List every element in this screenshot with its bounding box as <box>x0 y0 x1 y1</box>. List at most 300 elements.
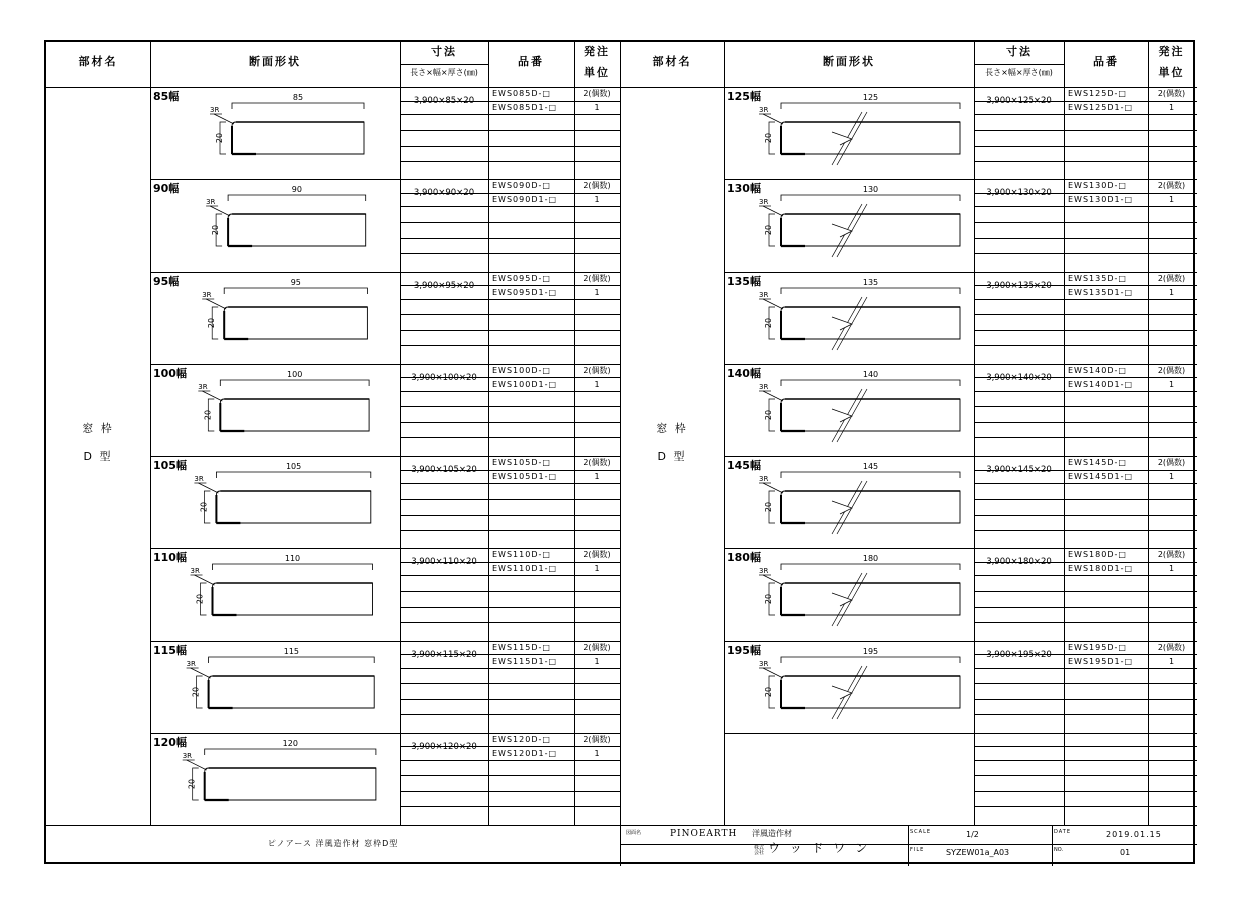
h-line <box>400 562 620 563</box>
h-line <box>400 285 620 286</box>
radius-leader <box>763 575 783 585</box>
v-line <box>574 42 575 825</box>
width-label: 135幅 <box>727 274 761 288</box>
h-line <box>974 193 1197 194</box>
width-label: 85幅 <box>153 90 180 103</box>
order-unit-2: 1 <box>594 564 600 574</box>
thickness-label: 20 <box>764 594 773 605</box>
h-line <box>400 607 620 608</box>
width-label: 120幅 <box>153 735 187 749</box>
radius-label: 3R <box>202 290 212 299</box>
width-label: 105幅 <box>153 459 187 472</box>
h-line <box>724 364 1197 365</box>
order-unit-2: 1 <box>594 656 600 666</box>
part-number-2: EWS180D1-□ <box>1068 564 1134 574</box>
header-part-name-right: 部材名 <box>652 55 692 68</box>
h-line <box>974 515 1197 516</box>
h-line <box>724 179 1197 180</box>
part-number-2: EWS100D1-□ <box>492 379 558 389</box>
part-number-1: EWS095D-□ <box>492 273 551 283</box>
board-outline <box>216 491 370 523</box>
section-drawing <box>724 364 974 456</box>
break-zigzag <box>832 132 852 145</box>
radius-leader <box>202 391 222 401</box>
order-unit-1: 2(偶数) <box>583 181 611 191</box>
dimension-spec: 3,900×140×20 <box>986 372 1052 383</box>
section-drawing <box>150 272 400 364</box>
h-line <box>974 406 1197 407</box>
board-outline <box>781 122 960 154</box>
dimension-line <box>220 380 369 386</box>
section-drawing <box>724 548 974 640</box>
h-line <box>974 530 1197 531</box>
dimension-width-label: 140 <box>862 369 879 379</box>
header-part-number: 品番 <box>518 55 544 68</box>
dimension-spec: 3,900×85×20 <box>413 96 475 106</box>
section-drawing <box>150 87 400 179</box>
section-drawing <box>724 641 974 733</box>
part-number-1: EWS100D-□ <box>492 365 551 375</box>
section-drawing <box>150 548 400 640</box>
h-line <box>400 238 620 239</box>
h-line <box>400 654 620 655</box>
dimension-spec: 3,900×120×20 <box>411 741 477 752</box>
part-number-2: EWS125D1-□ <box>1068 103 1134 112</box>
order-unit-1: 2(偶数) <box>1157 458 1186 467</box>
radius-label: 3R <box>759 475 769 483</box>
header-section-shape: 断面形状 <box>249 55 301 68</box>
v-line <box>974 42 975 825</box>
h-line <box>974 422 1197 423</box>
radius-label: 3R <box>759 290 769 299</box>
h-line <box>400 483 620 484</box>
h-line <box>974 654 1197 655</box>
h-line <box>974 806 1197 807</box>
radius-leader <box>191 668 211 678</box>
thickness-label: 20 <box>199 501 209 513</box>
order-unit-2: 1 <box>1168 195 1175 205</box>
width-label: 180幅 <box>727 551 761 565</box>
dimension-spec: 3,900×100×20 <box>411 372 477 383</box>
dimension-line <box>232 103 364 109</box>
v-line <box>1052 825 1053 866</box>
h-line <box>400 114 620 115</box>
board-outline <box>228 214 366 246</box>
part-number-2: EWS115D1-□ <box>492 656 558 666</box>
header-order-top-right: 発注 <box>1158 45 1185 58</box>
order-unit-1: 2(偶数) <box>583 734 611 744</box>
header-order-top: 発注 <box>584 45 610 58</box>
title-date: 2019.01.15 <box>1106 830 1162 839</box>
h-line <box>400 299 620 300</box>
section-drawing <box>724 179 974 271</box>
h-line <box>400 591 620 592</box>
h-line <box>150 548 620 549</box>
board-outline <box>781 307 960 339</box>
h-line <box>400 437 620 438</box>
part-number-1: EWS120D-□ <box>492 734 551 744</box>
h-line <box>400 622 620 623</box>
h-line <box>400 499 620 500</box>
header-order-bottom-right: 単位 <box>1158 66 1185 79</box>
order-unit-1: 2(偶数) <box>583 550 611 560</box>
group-label-right-2: D 型 <box>657 450 687 463</box>
board-outline <box>224 307 367 339</box>
h-line <box>400 222 620 223</box>
h-line <box>974 575 1197 576</box>
h-line <box>400 515 620 516</box>
part-number-2: EWS105D1-□ <box>492 472 558 481</box>
dimension-width-label: 85 <box>292 93 304 102</box>
h-line <box>974 591 1197 592</box>
section-drawing <box>150 733 400 825</box>
drawing-sheet <box>44 40 1195 864</box>
dimension-line <box>224 288 367 294</box>
thickness-label: 20 <box>195 594 205 605</box>
board-outline <box>209 676 375 708</box>
order-unit-2: 1 <box>1168 379 1175 389</box>
part-number-2: EWS085D1-□ <box>492 103 558 112</box>
thickness-label: 20 <box>187 778 197 789</box>
h-line <box>974 130 1197 131</box>
width-label: 195幅 <box>727 643 761 657</box>
part-number-1: EWS085D-□ <box>492 89 551 98</box>
dimension-spec: 3,900×95×20 <box>413 280 475 291</box>
h-line <box>400 64 488 65</box>
dimension-line <box>205 749 376 755</box>
h-line <box>400 193 620 194</box>
h-line <box>620 844 1197 845</box>
h-line <box>974 622 1197 623</box>
dimension-spec: 3,900×135×20 <box>986 280 1052 291</box>
title-description: ピノアース 洋風造作材 窓枠D型 <box>267 839 399 848</box>
h-line <box>400 470 620 471</box>
order-unit-1: 2(偶数) <box>583 89 611 98</box>
title-scale-label: SCALE <box>910 829 932 835</box>
dimension-line <box>213 564 373 570</box>
width-label: 110幅 <box>153 551 187 565</box>
width-label: 95幅 <box>153 274 180 288</box>
h-line <box>724 548 1197 549</box>
radius-leader <box>214 114 234 124</box>
order-unit-1: 2(偶数) <box>583 642 611 652</box>
radius-label: 3R <box>198 382 208 391</box>
h-line <box>400 377 620 378</box>
part-number-2: EWS135D1-□ <box>1068 287 1134 297</box>
header-part-number-right: 品番 <box>1093 55 1119 68</box>
h-line <box>46 825 1197 826</box>
h-line <box>974 101 1197 102</box>
section-drawing <box>724 87 974 179</box>
part-number-2: EWS140D1-□ <box>1068 379 1134 389</box>
h-line <box>974 699 1197 700</box>
board-outline <box>781 214 960 246</box>
dimension-width-label: 125 <box>862 93 879 102</box>
board-outline <box>781 583 960 615</box>
h-line <box>400 791 620 792</box>
title-brand: PINOEARTH <box>670 829 738 839</box>
dimension-width-label: 110 <box>284 554 301 564</box>
v-line <box>400 42 401 825</box>
order-unit-1: 2(偶数) <box>1157 181 1186 191</box>
board-outline <box>213 583 373 615</box>
h-line <box>724 272 1197 273</box>
dimension-spec: 3,900×130×20 <box>986 188 1052 199</box>
dimension-line <box>781 195 960 201</box>
h-line <box>974 345 1197 346</box>
width-label: 115幅 <box>153 643 187 657</box>
dimension-width-label: 90 <box>291 185 302 195</box>
h-line <box>974 437 1197 438</box>
part-number-2: EWS130D1-□ <box>1068 195 1134 205</box>
h-line <box>150 364 620 365</box>
title-date-label: DATE <box>1054 829 1072 835</box>
radius-label: 3R <box>206 198 216 207</box>
h-line <box>150 733 620 734</box>
part-number-2: EWS120D1-□ <box>492 748 558 758</box>
h-line <box>974 314 1197 315</box>
h-line <box>400 391 620 392</box>
h-line <box>974 161 1197 162</box>
break-zigzag <box>832 409 852 422</box>
header-dimensions-sub-right: 長さ×幅×厚さ(㎜) <box>985 68 1053 77</box>
order-unit-1: 2(偶数) <box>1157 89 1186 98</box>
thickness-label: 20 <box>764 132 773 144</box>
h-line <box>974 377 1197 378</box>
h-line <box>974 562 1197 563</box>
title-company: ウ ッ ド ワ ン <box>768 841 871 855</box>
radius-label: 3R <box>186 659 196 668</box>
dimension-line <box>781 472 960 478</box>
header-order-bottom: 単位 <box>584 66 610 79</box>
section-drawing <box>724 272 974 364</box>
h-line <box>974 391 1197 392</box>
title-scale: 1/2 <box>966 830 979 839</box>
dimension-width-label: 195 <box>862 646 879 656</box>
h-line <box>400 575 620 576</box>
h-line <box>974 607 1197 608</box>
h-line <box>400 146 620 147</box>
h-line <box>150 641 620 642</box>
part-number-2: EWS110D1-□ <box>492 564 558 574</box>
h-line <box>974 330 1197 331</box>
order-unit-2: 1 <box>594 195 600 205</box>
h-line <box>400 161 620 162</box>
dimension-width-label: 105 <box>285 462 302 471</box>
radius-leader <box>198 483 218 493</box>
board-outline <box>781 491 960 523</box>
title-file-label: FILE <box>910 847 925 853</box>
dimension-spec: 3,900×90×20 <box>413 188 475 199</box>
v-line <box>620 42 621 866</box>
thickness-label: 20 <box>764 225 773 236</box>
dimension-line <box>781 657 960 663</box>
h-line <box>400 314 620 315</box>
dimension-width-label: 130 <box>862 185 879 195</box>
order-unit-1: 2(偶数) <box>583 273 611 283</box>
v-line <box>1064 42 1065 825</box>
title-name-label: 図面名 <box>626 830 642 836</box>
h-line <box>400 253 620 254</box>
thickness-label: 20 <box>211 225 221 236</box>
width-label: 140幅 <box>727 366 761 380</box>
h-line <box>974 299 1197 300</box>
width-label: 100幅 <box>153 366 187 380</box>
h-line <box>974 483 1197 484</box>
dimension-line <box>781 288 960 294</box>
section-drawing <box>150 456 400 548</box>
section-drawing <box>724 456 974 548</box>
thickness-label: 20 <box>215 132 224 144</box>
dimension-width-label: 180 <box>862 554 879 564</box>
order-unit-1: 2(偶数) <box>1157 642 1186 652</box>
h-line <box>400 746 620 747</box>
h-line <box>974 206 1197 207</box>
title-no-label: NO. <box>1054 847 1064 853</box>
board-outline <box>781 399 960 431</box>
thickness-label: 20 <box>203 409 213 420</box>
radius-label: 3R <box>182 751 193 760</box>
dimension-spec: 3,900×105×20 <box>411 465 477 475</box>
break-zigzag <box>832 593 852 606</box>
width-label: 90幅 <box>153 182 180 196</box>
h-line <box>400 760 620 761</box>
h-line <box>974 222 1197 223</box>
header-dimensions: 寸法 <box>431 45 457 58</box>
h-line <box>400 714 620 715</box>
part-number-1: EWS115D-□ <box>492 642 551 652</box>
header-section-shape-right: 断面形状 <box>823 55 875 68</box>
width-label: 125幅 <box>727 90 761 103</box>
part-number-1: EWS130D-□ <box>1068 181 1127 191</box>
h-line <box>974 683 1197 684</box>
dimension-width-label: 115 <box>283 646 300 656</box>
part-number-1: EWS180D-□ <box>1068 550 1127 560</box>
thickness-label: 20 <box>764 409 773 420</box>
h-line <box>150 179 620 180</box>
part-number-1: EWS135D-□ <box>1068 273 1127 283</box>
h-line <box>400 206 620 207</box>
radius-label: 3R <box>759 106 769 114</box>
h-line <box>724 641 1197 642</box>
dimension-line <box>781 380 960 386</box>
board-outline <box>220 399 369 431</box>
radius-label: 3R <box>190 567 200 576</box>
part-number-1: EWS110D-□ <box>492 550 551 560</box>
order-unit-2: 1 <box>594 287 600 297</box>
order-unit-1: 2(偶数) <box>583 458 611 467</box>
radius-leader <box>763 483 783 493</box>
h-line <box>724 733 1197 734</box>
h-line <box>974 470 1197 471</box>
thickness-label: 20 <box>764 686 773 697</box>
section-drawing <box>150 364 400 456</box>
order-unit-2: 1 <box>594 103 600 112</box>
v-line <box>488 42 489 825</box>
h-line <box>150 456 620 457</box>
h-line <box>974 64 1064 65</box>
dimension-width-label: 100 <box>287 369 303 379</box>
dimension-spec: 3,900×180×20 <box>986 557 1052 568</box>
dimension-line <box>228 195 366 201</box>
part-number-2: EWS145D1-□ <box>1068 472 1134 481</box>
h-line <box>46 87 1197 88</box>
section-drawing <box>150 179 400 271</box>
h-line <box>974 746 1197 747</box>
dimension-line <box>781 564 960 570</box>
width-label: 145幅 <box>727 459 761 472</box>
header-dimensions-sub: 長さ×幅×厚さ(㎜) <box>410 68 478 77</box>
radius-leader <box>763 668 783 678</box>
radius-leader <box>206 299 226 309</box>
dimension-width-label: 120 <box>282 738 298 748</box>
order-unit-2: 1 <box>1168 103 1175 112</box>
h-line <box>400 406 620 407</box>
board-outline <box>232 122 364 154</box>
h-line <box>974 114 1197 115</box>
break-zigzag <box>832 224 852 237</box>
dimension-width-label: 145 <box>862 462 879 471</box>
order-unit-2: 1 <box>1168 287 1175 297</box>
radius-label: 3R <box>759 382 769 391</box>
h-line <box>400 775 620 776</box>
dimension-spec: 3,900×110×20 <box>411 557 477 568</box>
h-line <box>974 499 1197 500</box>
radius-leader <box>187 760 207 770</box>
order-unit-2: 1 <box>1168 472 1175 481</box>
radius-label: 3R <box>759 567 769 576</box>
v-line <box>908 825 909 866</box>
h-line <box>150 272 620 273</box>
radius-leader <box>763 114 783 124</box>
thickness-label: 20 <box>207 317 217 328</box>
part-number-1: EWS105D-□ <box>492 458 551 467</box>
h-line <box>400 806 620 807</box>
break-zigzag <box>832 501 852 514</box>
v-line <box>150 42 151 825</box>
h-line <box>974 775 1197 776</box>
dimension-line <box>216 472 370 478</box>
thickness-label: 20 <box>764 317 773 328</box>
radius-leader <box>763 391 783 401</box>
group-label-left-1: 窓 枠 <box>82 422 114 435</box>
title-file: SYZEW01a_A03 <box>946 848 1010 857</box>
h-line <box>400 130 620 131</box>
title-company-label: 株式会社 <box>754 845 765 856</box>
order-unit-2: 1 <box>594 379 600 389</box>
dimension-spec: 3,900×145×20 <box>986 465 1052 475</box>
part-number-1: EWS140D-□ <box>1068 365 1127 375</box>
radius-label: 3R <box>210 106 220 114</box>
radius-leader <box>210 206 230 216</box>
h-line <box>400 330 620 331</box>
order-unit-2: 1 <box>594 748 600 758</box>
break-zigzag <box>832 686 852 699</box>
h-line <box>400 668 620 669</box>
dimension-line <box>209 657 375 663</box>
header-part-name: 部材名 <box>78 55 118 68</box>
h-line <box>400 345 620 346</box>
order-unit-1: 2(偶数) <box>1157 273 1186 283</box>
h-line <box>974 668 1197 669</box>
h-line <box>400 101 620 102</box>
radius-leader <box>195 575 215 585</box>
v-line <box>1148 42 1149 825</box>
h-line <box>974 238 1197 239</box>
radius-leader <box>763 206 783 216</box>
title-no: 01 <box>1120 848 1131 857</box>
h-line <box>974 791 1197 792</box>
